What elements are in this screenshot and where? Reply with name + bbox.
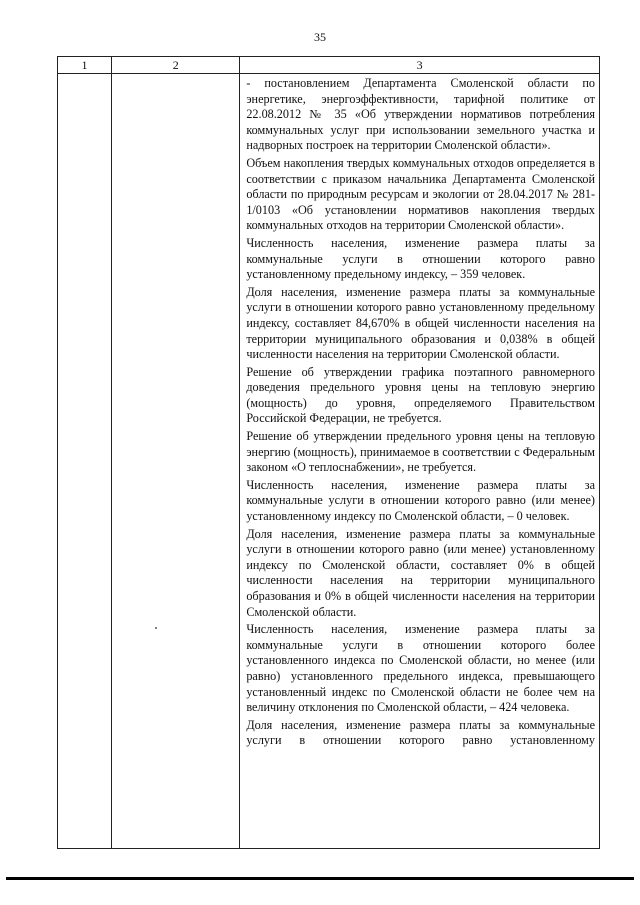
table-header-row [58,57,600,74]
paragraph-10: Доля населения, изменение размера платы за коммунальные услуги в отношении которого равно установленному [246,717,595,748]
paragraph-2: Объем накопления твердых коммунальных отходов определяется в соответствии с приказом начальника Департамента Смоленской области по природным ресурсам и экологии от 28.04.2017 № 281-1/0103 «Об установлении нормативов накопления твердых коммунальных отходов на территории Смоленской области». [246,155,595,233]
column-header-1: 1 [58,57,112,74]
scan-speck [155,627,157,629]
paragraph-5: Решение об утверждении графика поэтапного равномерного доведения предельного уровня цены на тепловую энергию (мощность) до уровня, определяемого Правительством Российской Федерации, не требуется. [246,364,595,426]
paragraph-1: - постановлением Департамента Смоленской области по энергетике, энергоэффективности, тарифной политике от 22.08.2012 № 35 «Об утверждении нормативов потребления коммунальных услуг при использовании земельного участка и надворных построек на территории Смоленской области». [246,76,595,153]
paragraph-6: Решение об утверждении предельного уровня цены на тепловую энергию (мощность), принимаемое в соответствии с Федеральным законом «О теплоснабжении», не требуется. [246,429,595,475]
document-table [57,56,600,849]
column-header-3: 3 [240,57,600,74]
bottom-rule [6,877,634,880]
column-3-content [240,74,599,848]
table-row [58,74,600,849]
page-number: 35 [314,30,326,44]
column-3-cell [240,74,600,849]
paragraph-3: Численность населения, изменение размера платы за коммунальные услуги в отношении которого равно установленному предельному индексу, – 359 человек. [246,235,595,282]
paragraph-4: Доля населения, изменение размера платы за коммунальные услуги в отношении которого равно установленному предельному индексу, составляет 84,670% в общей численности населения на территории муниципального образования и 0,038% в общей численности населения на территории Смоленской области. [246,284,595,362]
column-2-cell [112,74,240,849]
paragraph-9: Численность населения, изменение размера платы за коммунальные услуги в отношении которого более установленного индекса по Смоленской области, но менее (или равно) установленного предельного индекса, превышающего установленный индекс по Смоленской области не более чем на величину отклонения по Смоленской области, – 424 человека. [246,622,595,715]
column-1-cell [58,74,112,849]
paragraph-7: Численность населения, изменение размера платы за коммунальные услуги в отношении которого равно (или менее) установленному индексу по Смоленской области, – 0 человек. [246,477,595,524]
paragraph-8: Доля населения, изменение размера платы за коммунальные услуги в отношении которого равно (или менее) установленному индексу по Смоленской области, составляет 0% в общей численности населения на территории муниципального образования и 0% в общей численности населения на территории Смоленской области. [246,526,595,619]
column-header-2: 2 [112,57,240,74]
